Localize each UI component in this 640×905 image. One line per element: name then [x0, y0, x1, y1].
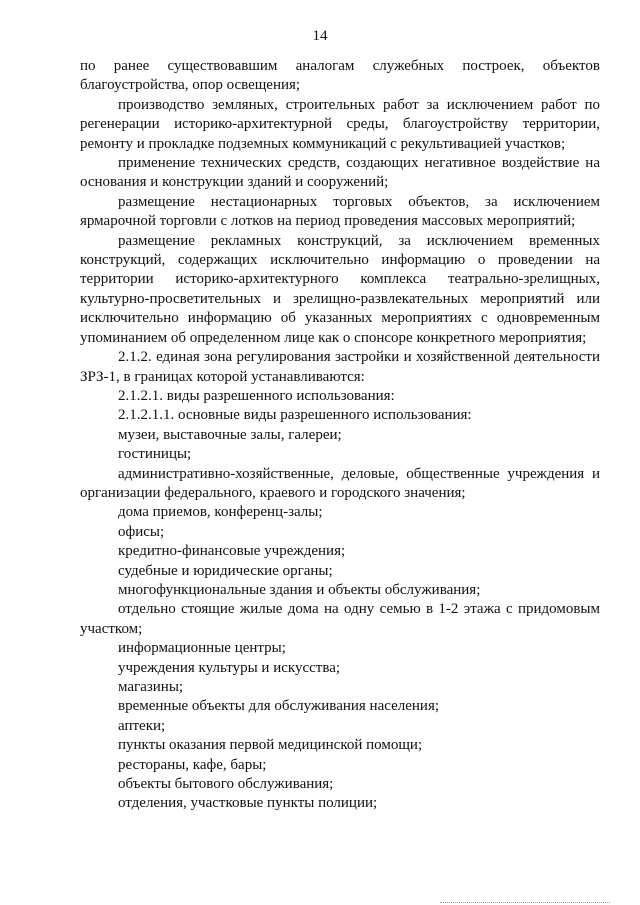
paragraph: применение технических средств, создающих негативное воздействие на основания и конструкции зданий и сооружений; — [80, 155, 600, 191]
list-item: музеи, выставочные залы, галереи; — [118, 426, 342, 443]
list-item: информационные центры; — [118, 640, 286, 657]
paragraph: размещение рекламных конструкций, за исключением временных конструкций, содержащих исключительно информацию о проведении на территории историко-архитектурного комплекса театрально-зрелищных, культурно-просветительных и зрелищно-развлекательных мероприятий или исключительно информацию об указанных мероприятиях с одновременным упоминанием об определенном лице как о спонсоре конкретного мероприятия; — [80, 232, 600, 346]
paragraph: производство земляных, строительных работ за исключением работ по регенерации историко-архитектурной среды, благоустройству территории, ремонту и прокладке подземных коммуникаций с рекультивацией участков; — [80, 96, 600, 152]
list-item: 2.1.2.1. виды разрешенного использования: — [118, 387, 395, 404]
list-item: многофункциональные здания и объекты обслуживания; — [118, 581, 481, 598]
list-item: объекты бытового обслуживания; — [118, 776, 334, 793]
paragraph: размещение нестационарных торговых объектов, за исключением ярмарочной торговли с лотков на период проведения массовых мероприятий; — [80, 193, 600, 230]
paragraph: 2.1.2. единая зона регулирования застройки и хозяйственной деятельности ЗРЗ-1, в границах которой устанавливаются: — [80, 349, 600, 385]
list-item: аптеки; — [118, 717, 166, 734]
list-item: пункты оказания первой медицинской помощи; — [118, 737, 423, 754]
page-number: 14 — [312, 28, 328, 44]
list-item: гостиницы; — [118, 446, 192, 463]
list-item: рестораны, кафе, бары; — [118, 756, 267, 773]
list-item: учреждения культуры и искусства; — [118, 659, 341, 676]
list-item: отделения, участковые пункты полиции; — [118, 795, 378, 812]
list-item: судебные и юридические органы; — [118, 562, 333, 579]
list-item: 2.1.2.1.1. основные виды разрешенного использования: — [118, 407, 472, 424]
list-item: временные объекты для обслуживания населения; — [118, 698, 440, 715]
paragraph: по ранее существовавшим аналогам служебных построек, объектов благоустройства, опор освещения; — [80, 58, 600, 94]
list-item: магазины; — [118, 679, 184, 695]
list-item: офисы; — [118, 523, 165, 540]
list-item: кредитно-финансовые учреждения; — [118, 543, 346, 560]
scan-edge-line — [440, 901, 610, 903]
document-body — [80, 57, 600, 814]
list-item: дома приемов, конференц-залы; — [118, 504, 323, 521]
paragraph: отдельно стоящие жилые дома на одну семью в 1-2 этажа с придомовым участком; — [80, 601, 600, 637]
paragraph: административно-хозяйственные, деловые, общественные учреждения и организации федерального, краевого и городского значения; — [80, 465, 600, 501]
